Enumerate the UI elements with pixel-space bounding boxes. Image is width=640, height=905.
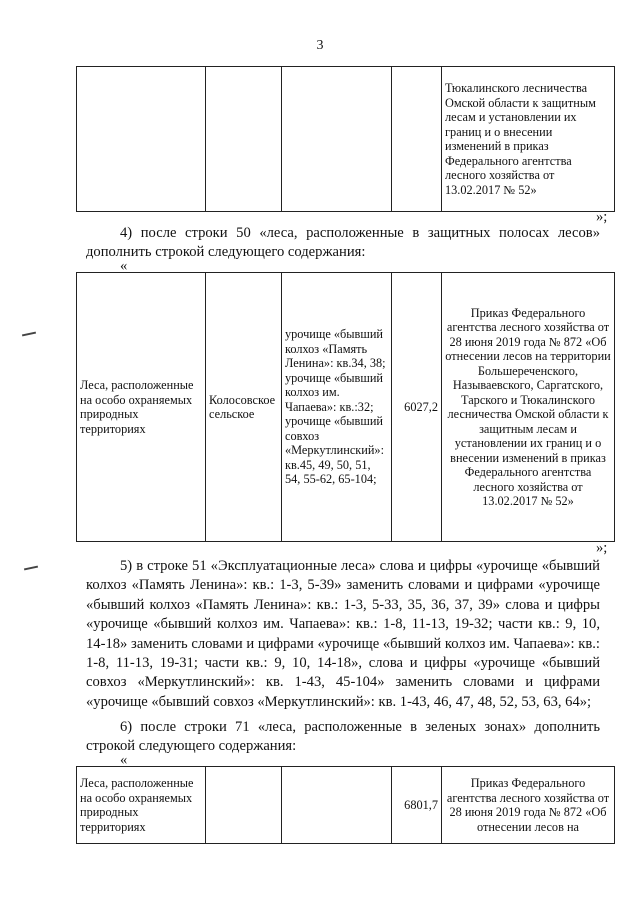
- table-cell-area: 6027,2: [392, 273, 442, 542]
- page-number: 3: [316, 38, 324, 53]
- table-cell-order: Приказ Федерального агентства лесного хозяйства от 28 июня 2019 года № 872 «Об отнесении лесов на: [442, 767, 615, 844]
- table-cell-2: [206, 67, 282, 212]
- table-row-insert-2: [76, 766, 615, 844]
- table-cell-category: Леса, расположенные на особо охраняемых природных территориях: [77, 273, 206, 542]
- close-quote: »;: [596, 209, 608, 225]
- open-quote: «: [120, 258, 128, 274]
- table-row: [77, 767, 615, 844]
- table-cell-4: [392, 67, 442, 212]
- table-continuation: [76, 66, 615, 212]
- item-4-text: 4) после строки 50 «леса, расположенные в защитных полосах лесов» дополнить строкой следующего содержания:: [86, 225, 600, 261]
- table-row: [77, 67, 615, 212]
- item-6-text: 6) после строки 71 «леса, расположенные в зеленых зонах» дополнить строкой следующего содержания:: [86, 719, 600, 755]
- table-row-insert: [76, 272, 615, 542]
- margin-mark: [24, 566, 38, 571]
- table-cell-1: [77, 67, 206, 212]
- table-cell-area: 6801,7: [392, 767, 442, 844]
- table-cell-quarters: урочище «бывший колхоз «Память Ленина»: кв.34, 38; урочище «бывший колхоз им. Чапаева»: кв.:32; урочище «бывший совхоз «Меркутлинский»: кв.45, 49, 50, 51, 54, 55-62, 65-104;: [282, 273, 392, 542]
- close-quote: »;: [596, 540, 608, 556]
- margin-mark: [22, 332, 36, 337]
- table-row: [77, 273, 615, 542]
- table-cell-3: [282, 67, 392, 212]
- open-quote: «: [120, 752, 128, 768]
- table-cell-settlement: [206, 767, 282, 844]
- item-5-text: 5) в строке 51 «Эксплуатационные леса» слова и цифры «урочище «бывший колхоз «Память Ленина»: кв.: 1-3, 5-39» заменить словами и цифрами «урочище «бывший колхоз «Память Ленина»: кв.: 1-3, 5-33, 35, 36, 37, 39» слова и цифры «урочище «бывший колхоз им. Чапаева»: кв.: 1-8, 11-13, 19-32; части кв.: 9, 10, 14-18» заменить словами и цифрами «урочище «бывший колхоз им. Чапаева»: кв.: 1-8, 11-13, 19-31; части кв.: 9, 10, 14-18», слова и цифры «урочище «бывший совхоз «Меркутлинский»: кв. 1-43, 45-104» заменить словами и цифрами «урочище «бывший совхоз «Меркутлинский»: кв. 1-43, 46, 47, 48, 52, 53, 63, 64»;: [86, 558, 600, 710]
- table-cell-order: Приказ Федерального агентства лесного хозяйства от 28 июня 2019 года № 872 «Об отнесении лесов на территории Большереченского, Называевского, Саргатского, Тарского и Тюкалинского лесничества Омской области к защитным лесам и установлении их границ и о внесении изменений в приказ Федерального агентства лесного хозяйства от 13.02.2017 № 52»: [442, 273, 615, 542]
- table-cell-quarters: [282, 767, 392, 844]
- table-cell-settlement: Колосовское сельское: [206, 273, 282, 542]
- table-cell-5: Тюкалинского лесничества Омской области к защитным лесам и установлении их границ и о внесении изменений в приказ Федерального агентства лесного хозяйства от 13.02.2017 № 52»: [442, 67, 615, 212]
- table-cell-category: Леса, расположенные на особо охраняемых природных территориях: [77, 767, 206, 844]
